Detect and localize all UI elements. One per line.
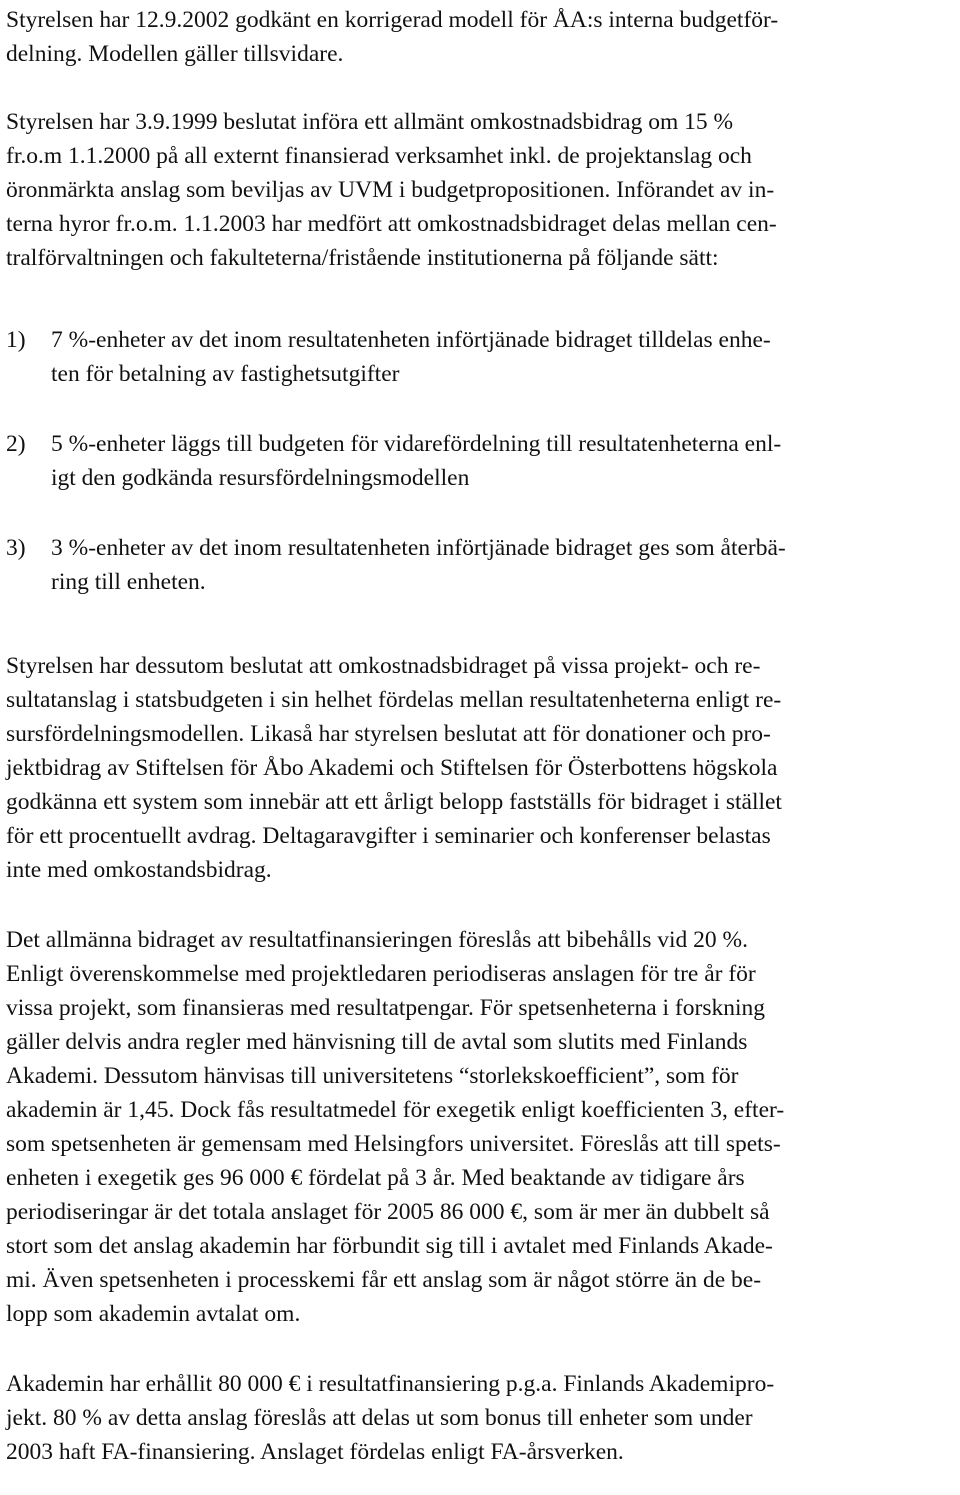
paragraph-board-decision	[6, 649, 956, 887]
paragraph-result-funding	[6, 923, 956, 1331]
paragraph-academy-funding	[6, 1367, 956, 1469]
text-line: Styrelsen har dessutom beslutat att omkostnadsbidraget på vissa projekt- och re-	[6, 653, 761, 679]
list-item-text: 7 %-enheter av det inom resultatenheten införtjänade bidraget tilldelas enhe-	[51, 327, 771, 353]
text-line: godkänna ett system som innebär att ett årligt belopp fastställs för bidraget i stället	[6, 789, 782, 815]
text-line: inte med omkostandsbidrag.	[6, 857, 272, 883]
text-line: fr.o.m 1.1.2000 på all externt finansierad verksamhet inkl. de projektanslag och	[6, 143, 752, 169]
list-item	[6, 323, 956, 391]
list-item-text: igt den godkända resursfördelningsmodellen	[51, 465, 470, 491]
text-line: jekt. 80 % av detta anslag föreslås att delas ut som bonus till enheter som under	[6, 1405, 753, 1431]
text-line: Enligt överenskommelse med projektledaren periodiseras anslagen för tre år för	[6, 961, 756, 987]
text-line: sultatanslag i statsbudgeten i sin helhet fördelas mellan resultatenheterna enligt re-	[6, 687, 782, 713]
list-item-text: 3 %-enheter av det inom resultatenheten införtjänade bidraget ges som återbä-	[51, 535, 786, 561]
list-item-text: ring till enheten.	[51, 569, 206, 595]
list-item-text: ten för betalning av fastighetsutgifter	[51, 361, 400, 387]
text-line: periodiseringar är det totala anslaget för 2005 86 000 €, som är mer än dubbelt så	[6, 1199, 770, 1225]
text-line: enheten i exegetik ges 96 000 € fördelat på 3 år. Med beaktande av tidigare års	[6, 1165, 745, 1191]
text-line: jektbidrag av Stiftelsen för Åbo Akademi och Stiftelsen för Österbottens högskola	[6, 755, 778, 781]
text-line: Styrelsen har 3.9.1999 beslutat införa ett allmänt omkostnadsbidrag om 15 %	[6, 109, 734, 135]
document-page	[6, 0, 956, 1469]
numbered-list	[6, 323, 956, 599]
text-line: Akademin har erhållit 80 000 € i resultatfinansiering p.g.a. Finlands Akademipro-	[6, 1371, 775, 1397]
text-line: 2003 haft FA-finansiering. Anslaget fördelas enligt FA-årsverken.	[6, 1439, 624, 1465]
text-line: akademin är 1,45. Dock fås resultatmedel för exegetik enligt koefficienten 3, efter-	[6, 1097, 785, 1123]
text-line: tralförvaltningen och fakulteterna/fristående institutionerna på följande sätt:	[6, 245, 719, 271]
text-line: delning. Modellen gäller tillsvidare.	[6, 41, 344, 67]
text-line: sursfördelningsmodellen. Likaså har styrelsen beslutat att för donationer och pro-	[6, 721, 771, 747]
list-number: 3)	[6, 535, 26, 561]
text-line: vissa projekt, som finansieras med resultatpengar. För spetsenheterna i forskning	[6, 995, 765, 1021]
text-line: mi. Även spetsenheten i processkemi får ett anslag som är något större än de be-	[6, 1267, 762, 1293]
text-line: öronmärkta anslag som beviljas av UVM i budgetpropositionen. Införandet av in-	[6, 177, 775, 203]
text-line: Styrelsen har 12.9.2002 godkänt en korrigerad modell för ÅA:s interna budgetför-	[6, 7, 779, 33]
text-line: Akademi. Dessutom hänvisas till universitetens “storlekskoefficient”, som för	[6, 1063, 739, 1089]
text-line: som spetsenheten är gemensam med Helsingfors universitet. Föreslås att till spets-	[6, 1131, 781, 1157]
text-line: terna hyror fr.o.m. 1.1.2003 har medfört att omkostnadsbidraget delas mellan cen-	[6, 211, 777, 237]
list-item-text: 5 %-enheter läggs till budgeten för vidarefördelning till resultatenheterna enl-	[51, 431, 782, 457]
list-item	[6, 427, 956, 495]
text-line: lopp som akademin avtalat om.	[6, 1301, 301, 1327]
text-line: stort som det anslag akademin har förbundit sig till i avtalet med Finlands Akade-	[6, 1233, 773, 1259]
text-line: Det allmänna bidraget av resultatfinansieringen föreslås att bibehålls vid 20 %.	[6, 927, 748, 953]
list-number: 1)	[6, 327, 26, 353]
paragraph-overhead-contribution	[6, 105, 956, 275]
paragraph-model-approval	[6, 3, 956, 71]
text-line: för ett procentuellt avdrag. Deltagaravgifter i seminarier och konferenser belastas	[6, 823, 771, 849]
list-number: 2)	[6, 431, 26, 457]
list-item	[6, 531, 956, 599]
text-line: gäller delvis andra regler med hänvisning till de avtal som slutits med Finlands	[6, 1029, 748, 1055]
